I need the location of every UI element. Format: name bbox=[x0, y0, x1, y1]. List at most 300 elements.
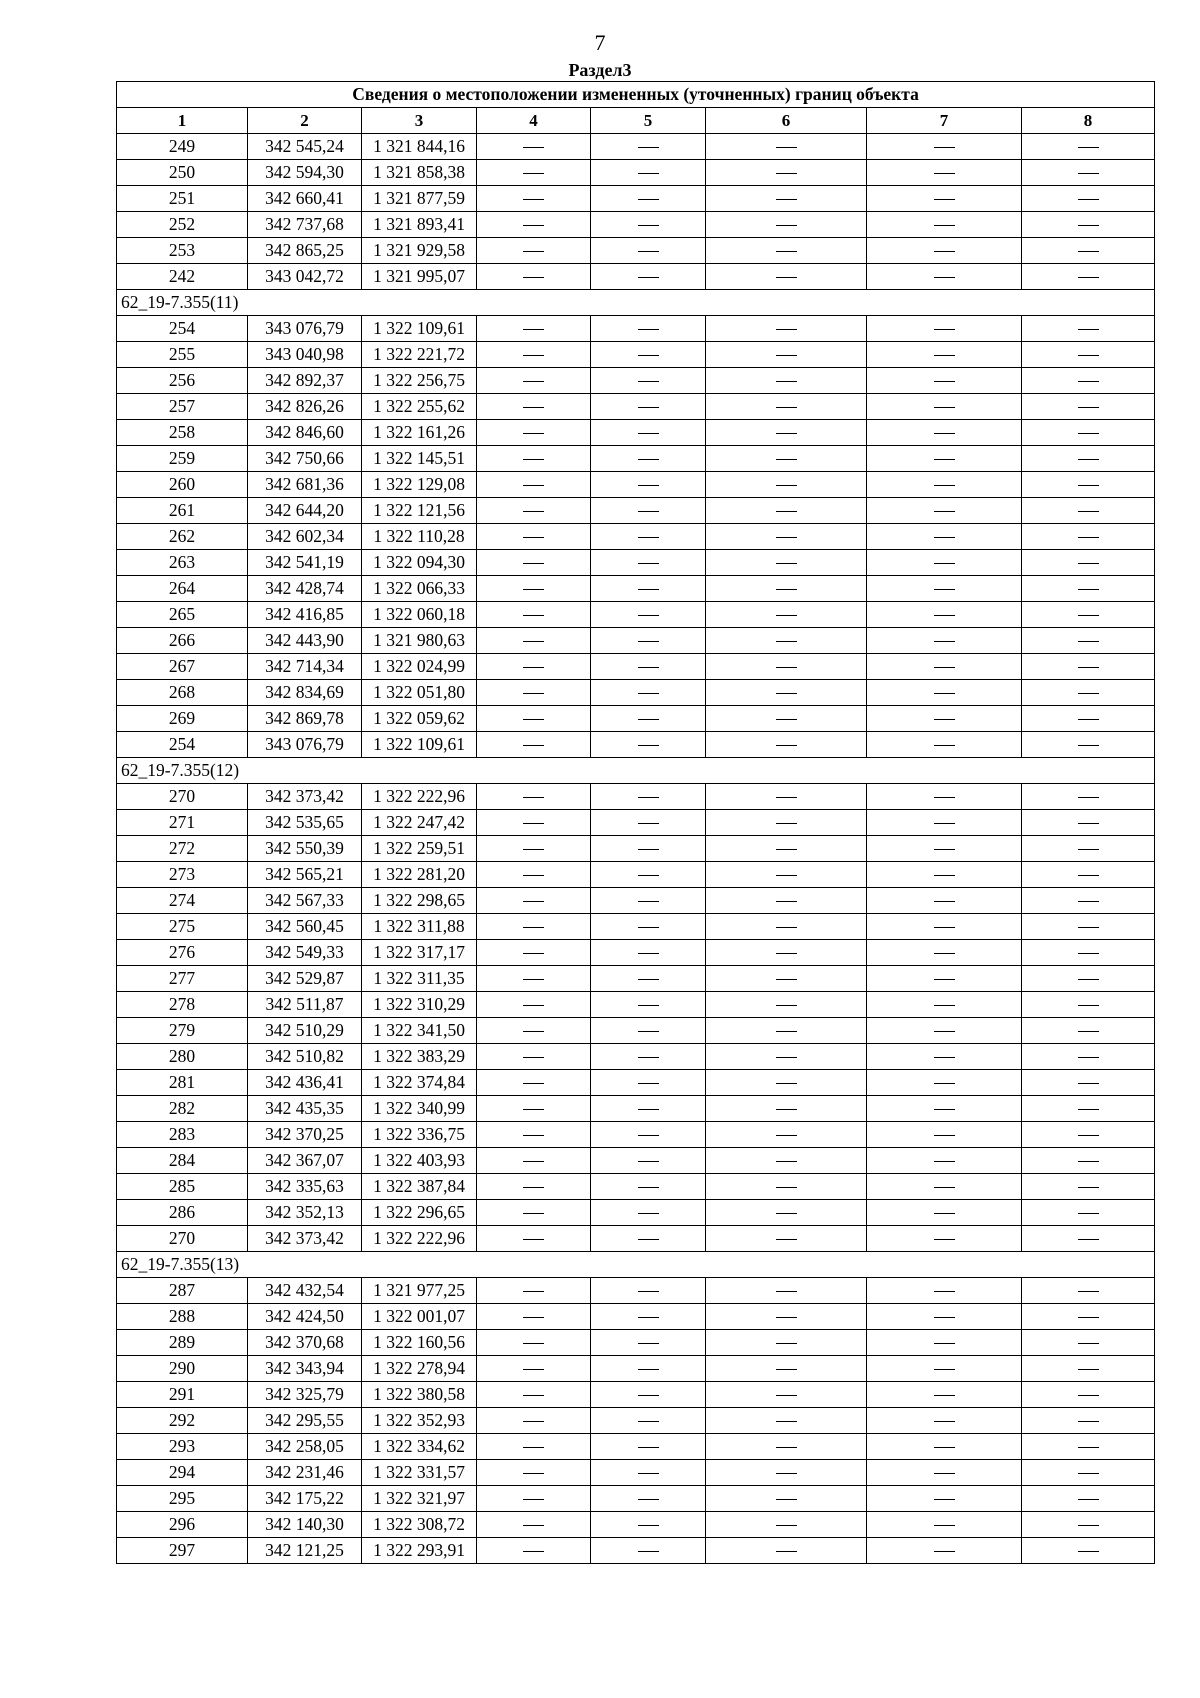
table-row bbox=[117, 1174, 1155, 1200]
column-header-row bbox=[117, 108, 1155, 134]
empty-value-cell bbox=[591, 628, 706, 654]
empty-value-cell bbox=[867, 654, 1022, 680]
y-coordinate-cell: 1 322 059,62 bbox=[362, 706, 477, 732]
empty-value-cell bbox=[867, 1408, 1022, 1434]
dash-icon bbox=[1078, 901, 1099, 902]
dash-icon bbox=[776, 875, 797, 876]
dash-icon bbox=[1078, 329, 1099, 330]
dash-icon bbox=[638, 1343, 659, 1344]
x-coordinate-cell: 342 549,33 bbox=[248, 940, 362, 966]
dash-icon bbox=[776, 277, 797, 278]
empty-value-cell bbox=[477, 940, 591, 966]
empty-value-cell bbox=[477, 212, 591, 238]
x-coordinate-cell: 342 865,25 bbox=[248, 238, 362, 264]
dash-icon bbox=[934, 147, 955, 148]
dash-icon bbox=[1078, 953, 1099, 954]
dash-icon bbox=[934, 1291, 955, 1292]
group-label: 62_19-7.355(11) bbox=[117, 290, 1155, 316]
empty-value-cell bbox=[706, 602, 867, 628]
x-coordinate-cell: 342 511,87 bbox=[248, 992, 362, 1018]
empty-value-cell bbox=[591, 1434, 706, 1460]
empty-value-cell bbox=[591, 550, 706, 576]
dash-icon bbox=[523, 1005, 544, 1006]
empty-value-cell bbox=[1022, 446, 1155, 472]
dash-icon bbox=[776, 381, 797, 382]
dash-icon bbox=[523, 459, 544, 460]
dash-icon bbox=[638, 719, 659, 720]
dash-icon bbox=[776, 1187, 797, 1188]
empty-value-cell bbox=[706, 576, 867, 602]
dash-icon bbox=[776, 1499, 797, 1500]
empty-value-cell bbox=[477, 1460, 591, 1486]
empty-value-cell bbox=[1022, 1122, 1155, 1148]
dash-icon bbox=[776, 563, 797, 564]
y-coordinate-cell: 1 322 121,56 bbox=[362, 498, 477, 524]
empty-value-cell bbox=[706, 316, 867, 342]
dash-icon bbox=[776, 849, 797, 850]
y-coordinate-cell: 1 322 336,75 bbox=[362, 1122, 477, 1148]
dash-icon bbox=[638, 641, 659, 642]
point-number-cell: 279 bbox=[117, 1018, 248, 1044]
y-coordinate-cell: 1 322 259,51 bbox=[362, 836, 477, 862]
empty-value-cell bbox=[867, 472, 1022, 498]
column-header: 4 bbox=[477, 108, 591, 134]
dash-icon bbox=[1078, 615, 1099, 616]
x-coordinate-cell: 342 367,07 bbox=[248, 1148, 362, 1174]
empty-value-cell bbox=[1022, 212, 1155, 238]
table-row bbox=[117, 1070, 1155, 1096]
dash-icon bbox=[776, 1213, 797, 1214]
dash-icon bbox=[523, 1291, 544, 1292]
x-coordinate-cell: 342 435,35 bbox=[248, 1096, 362, 1122]
dash-icon bbox=[1078, 823, 1099, 824]
dash-icon bbox=[776, 719, 797, 720]
dash-icon bbox=[776, 459, 797, 460]
empty-value-cell bbox=[1022, 550, 1155, 576]
dash-icon bbox=[638, 927, 659, 928]
dash-icon bbox=[523, 1395, 544, 1396]
empty-value-cell bbox=[706, 914, 867, 940]
y-coordinate-cell: 1 322 281,20 bbox=[362, 862, 477, 888]
x-coordinate-cell: 342 535,65 bbox=[248, 810, 362, 836]
y-coordinate-cell: 1 321 995,07 bbox=[362, 264, 477, 290]
dash-icon bbox=[523, 329, 544, 330]
empty-value-cell bbox=[867, 446, 1022, 472]
table-row bbox=[117, 264, 1155, 290]
point-number-cell: 286 bbox=[117, 1200, 248, 1226]
empty-value-cell bbox=[706, 1200, 867, 1226]
empty-value-cell bbox=[867, 1538, 1022, 1564]
empty-value-cell bbox=[591, 654, 706, 680]
x-coordinate-cell: 342 602,34 bbox=[248, 524, 362, 550]
dash-icon bbox=[638, 1213, 659, 1214]
empty-value-cell bbox=[867, 914, 1022, 940]
dash-icon bbox=[934, 1109, 955, 1110]
dash-icon bbox=[523, 1031, 544, 1032]
dash-icon bbox=[1078, 537, 1099, 538]
dash-icon bbox=[934, 459, 955, 460]
x-coordinate-cell: 342 121,25 bbox=[248, 1538, 362, 1564]
empty-value-cell bbox=[706, 680, 867, 706]
empty-value-cell bbox=[706, 1096, 867, 1122]
table-row bbox=[117, 1304, 1155, 1330]
y-coordinate-cell: 1 322 221,72 bbox=[362, 342, 477, 368]
dash-icon bbox=[523, 1369, 544, 1370]
x-coordinate-cell: 342 826,26 bbox=[248, 394, 362, 420]
dash-icon bbox=[1078, 225, 1099, 226]
empty-value-cell bbox=[867, 1200, 1022, 1226]
dash-icon bbox=[776, 901, 797, 902]
empty-value-cell bbox=[477, 1070, 591, 1096]
empty-value-cell bbox=[591, 342, 706, 368]
x-coordinate-cell: 342 370,68 bbox=[248, 1330, 362, 1356]
y-coordinate-cell: 1 322 311,35 bbox=[362, 966, 477, 992]
x-coordinate-cell: 342 594,30 bbox=[248, 160, 362, 186]
empty-value-cell bbox=[706, 1070, 867, 1096]
dash-icon bbox=[638, 615, 659, 616]
dash-icon bbox=[934, 355, 955, 356]
table-row bbox=[117, 576, 1155, 602]
dash-icon bbox=[523, 511, 544, 512]
empty-value-cell bbox=[477, 654, 591, 680]
dash-icon bbox=[1078, 849, 1099, 850]
empty-value-cell bbox=[591, 1148, 706, 1174]
empty-value-cell bbox=[477, 1538, 591, 1564]
dash-icon bbox=[523, 953, 544, 954]
table-row bbox=[117, 1278, 1155, 1304]
y-coordinate-cell: 1 322 311,88 bbox=[362, 914, 477, 940]
empty-value-cell bbox=[477, 498, 591, 524]
empty-value-cell bbox=[867, 1226, 1022, 1252]
dash-icon bbox=[776, 589, 797, 590]
table-row bbox=[117, 342, 1155, 368]
dash-icon bbox=[638, 953, 659, 954]
dash-icon bbox=[523, 147, 544, 148]
empty-value-cell bbox=[591, 810, 706, 836]
dash-icon bbox=[523, 1239, 544, 1240]
empty-value-cell bbox=[706, 264, 867, 290]
empty-value-cell bbox=[477, 550, 591, 576]
empty-value-cell bbox=[1022, 1304, 1155, 1330]
group-row bbox=[117, 1252, 1155, 1278]
y-coordinate-cell: 1 322 352,93 bbox=[362, 1408, 477, 1434]
empty-value-cell bbox=[591, 1512, 706, 1538]
y-coordinate-cell: 1 322 380,58 bbox=[362, 1382, 477, 1408]
dash-icon bbox=[523, 875, 544, 876]
dash-icon bbox=[776, 979, 797, 980]
empty-value-cell bbox=[706, 420, 867, 446]
empty-value-cell bbox=[477, 576, 591, 602]
dash-icon bbox=[934, 1525, 955, 1526]
empty-value-cell bbox=[867, 1070, 1022, 1096]
dash-icon bbox=[1078, 1369, 1099, 1370]
x-coordinate-cell: 343 042,72 bbox=[248, 264, 362, 290]
empty-value-cell bbox=[591, 368, 706, 394]
empty-value-cell bbox=[706, 1382, 867, 1408]
x-coordinate-cell: 342 428,74 bbox=[248, 576, 362, 602]
dash-icon bbox=[1078, 485, 1099, 486]
y-coordinate-cell: 1 322 110,28 bbox=[362, 524, 477, 550]
empty-value-cell bbox=[1022, 784, 1155, 810]
table-row bbox=[117, 602, 1155, 628]
x-coordinate-cell: 342 846,60 bbox=[248, 420, 362, 446]
dash-icon bbox=[638, 485, 659, 486]
dash-icon bbox=[638, 1031, 659, 1032]
dash-icon bbox=[638, 849, 659, 850]
empty-value-cell bbox=[477, 446, 591, 472]
dash-icon bbox=[1078, 563, 1099, 564]
table-row bbox=[117, 1044, 1155, 1070]
x-coordinate-cell: 342 560,45 bbox=[248, 914, 362, 940]
point-number-cell: 242 bbox=[117, 264, 248, 290]
dash-icon bbox=[523, 355, 544, 356]
dash-icon bbox=[638, 1291, 659, 1292]
dash-icon bbox=[776, 1109, 797, 1110]
dash-icon bbox=[776, 927, 797, 928]
empty-value-cell bbox=[591, 576, 706, 602]
empty-value-cell bbox=[867, 394, 1022, 420]
dash-icon bbox=[1078, 459, 1099, 460]
point-number-cell: 277 bbox=[117, 966, 248, 992]
dash-icon bbox=[776, 1525, 797, 1526]
dash-icon bbox=[934, 1005, 955, 1006]
dash-icon bbox=[638, 1161, 659, 1162]
empty-value-cell bbox=[706, 862, 867, 888]
empty-value-cell bbox=[867, 368, 1022, 394]
empty-value-cell bbox=[591, 1408, 706, 1434]
dash-icon bbox=[776, 823, 797, 824]
empty-value-cell bbox=[706, 394, 867, 420]
empty-value-cell bbox=[706, 524, 867, 550]
empty-value-cell bbox=[867, 186, 1022, 212]
point-number-cell: 275 bbox=[117, 914, 248, 940]
empty-value-cell bbox=[477, 966, 591, 992]
empty-value-cell bbox=[706, 1226, 867, 1252]
dash-icon bbox=[638, 1473, 659, 1474]
point-number-cell: 261 bbox=[117, 498, 248, 524]
empty-value-cell bbox=[706, 1408, 867, 1434]
empty-value-cell bbox=[706, 160, 867, 186]
point-number-cell: 270 bbox=[117, 1226, 248, 1252]
empty-value-cell bbox=[1022, 1148, 1155, 1174]
dash-icon bbox=[1078, 1109, 1099, 1110]
point-number-cell: 297 bbox=[117, 1538, 248, 1564]
empty-value-cell bbox=[1022, 1408, 1155, 1434]
dash-icon bbox=[638, 745, 659, 746]
dash-icon bbox=[776, 173, 797, 174]
empty-value-cell bbox=[477, 836, 591, 862]
table-row bbox=[117, 1382, 1155, 1408]
table-row bbox=[117, 498, 1155, 524]
point-number-cell: 287 bbox=[117, 1278, 248, 1304]
y-coordinate-cell: 1 322 060,18 bbox=[362, 602, 477, 628]
point-number-cell: 259 bbox=[117, 446, 248, 472]
table-row bbox=[117, 1148, 1155, 1174]
dash-icon bbox=[638, 693, 659, 694]
table-row bbox=[117, 784, 1155, 810]
table-row bbox=[117, 862, 1155, 888]
dash-icon bbox=[934, 1135, 955, 1136]
dash-icon bbox=[776, 225, 797, 226]
x-coordinate-cell: 342 258,05 bbox=[248, 1434, 362, 1460]
x-coordinate-cell: 342 529,87 bbox=[248, 966, 362, 992]
empty-value-cell bbox=[591, 1018, 706, 1044]
empty-value-cell bbox=[477, 810, 591, 836]
empty-value-cell bbox=[706, 836, 867, 862]
empty-value-cell bbox=[477, 1096, 591, 1122]
empty-value-cell bbox=[477, 160, 591, 186]
empty-value-cell bbox=[591, 1122, 706, 1148]
dash-icon bbox=[776, 1317, 797, 1318]
dash-icon bbox=[638, 381, 659, 382]
table-row bbox=[117, 1356, 1155, 1382]
empty-value-cell bbox=[591, 1304, 706, 1330]
dash-icon bbox=[523, 1187, 544, 1188]
dash-icon bbox=[934, 537, 955, 538]
y-coordinate-cell: 1 321 977,25 bbox=[362, 1278, 477, 1304]
dash-icon bbox=[1078, 407, 1099, 408]
x-coordinate-cell: 343 040,98 bbox=[248, 342, 362, 368]
dash-icon bbox=[638, 1239, 659, 1240]
table-row bbox=[117, 992, 1155, 1018]
empty-value-cell bbox=[591, 992, 706, 1018]
table-row bbox=[117, 1018, 1155, 1044]
empty-value-cell bbox=[706, 966, 867, 992]
x-coordinate-cell: 342 510,29 bbox=[248, 1018, 362, 1044]
empty-value-cell bbox=[477, 602, 591, 628]
dash-icon bbox=[638, 589, 659, 590]
dash-icon bbox=[776, 433, 797, 434]
dash-icon bbox=[934, 329, 955, 330]
point-number-cell: 251 bbox=[117, 186, 248, 212]
dash-icon bbox=[776, 797, 797, 798]
dash-icon bbox=[523, 1551, 544, 1552]
dash-icon bbox=[934, 1551, 955, 1552]
empty-value-cell bbox=[477, 784, 591, 810]
empty-value-cell bbox=[477, 238, 591, 264]
empty-value-cell bbox=[1022, 134, 1155, 160]
empty-value-cell bbox=[867, 342, 1022, 368]
empty-value-cell bbox=[867, 1304, 1022, 1330]
empty-value-cell bbox=[591, 524, 706, 550]
table-row bbox=[117, 394, 1155, 420]
empty-value-cell bbox=[706, 368, 867, 394]
dash-icon bbox=[934, 277, 955, 278]
empty-value-cell bbox=[867, 316, 1022, 342]
dash-icon bbox=[1078, 1499, 1099, 1500]
dash-icon bbox=[934, 875, 955, 876]
dash-icon bbox=[934, 927, 955, 928]
dash-icon bbox=[934, 1239, 955, 1240]
empty-value-cell bbox=[1022, 862, 1155, 888]
x-coordinate-cell: 342 295,55 bbox=[248, 1408, 362, 1434]
point-number-cell: 258 bbox=[117, 420, 248, 446]
table-row bbox=[117, 1512, 1155, 1538]
table-row bbox=[117, 446, 1155, 472]
table-row bbox=[117, 810, 1155, 836]
dash-icon bbox=[523, 173, 544, 174]
dash-icon bbox=[934, 667, 955, 668]
dash-icon bbox=[776, 1473, 797, 1474]
table-row bbox=[117, 1460, 1155, 1486]
group-label: 62_19-7.355(12) bbox=[117, 758, 1155, 784]
dash-icon bbox=[638, 147, 659, 148]
empty-value-cell bbox=[867, 160, 1022, 186]
point-number-cell: 255 bbox=[117, 342, 248, 368]
empty-value-cell bbox=[1022, 940, 1155, 966]
dash-icon bbox=[1078, 797, 1099, 798]
empty-value-cell bbox=[591, 706, 706, 732]
dash-icon bbox=[776, 1239, 797, 1240]
y-coordinate-cell: 1 322 308,72 bbox=[362, 1512, 477, 1538]
point-number-cell: 254 bbox=[117, 316, 248, 342]
dash-icon bbox=[523, 1525, 544, 1526]
dash-icon bbox=[934, 485, 955, 486]
point-number-cell: 264 bbox=[117, 576, 248, 602]
caption-row bbox=[117, 82, 1155, 108]
empty-value-cell bbox=[591, 1356, 706, 1382]
x-coordinate-cell: 342 750,66 bbox=[248, 446, 362, 472]
dash-icon bbox=[934, 849, 955, 850]
dash-icon bbox=[776, 511, 797, 512]
dash-icon bbox=[1078, 719, 1099, 720]
empty-value-cell bbox=[706, 1174, 867, 1200]
empty-value-cell bbox=[1022, 1018, 1155, 1044]
dash-icon bbox=[1078, 1447, 1099, 1448]
column-header: 6 bbox=[706, 108, 867, 134]
empty-value-cell bbox=[867, 1044, 1022, 1070]
empty-value-cell bbox=[1022, 992, 1155, 1018]
empty-value-cell bbox=[1022, 680, 1155, 706]
empty-value-cell bbox=[1022, 472, 1155, 498]
empty-value-cell bbox=[867, 940, 1022, 966]
column-header: 7 bbox=[867, 108, 1022, 134]
empty-value-cell bbox=[591, 836, 706, 862]
table-row bbox=[117, 1122, 1155, 1148]
dash-icon bbox=[638, 355, 659, 356]
empty-value-cell bbox=[706, 1122, 867, 1148]
table-body bbox=[117, 134, 1155, 1564]
x-coordinate-cell: 342 416,85 bbox=[248, 602, 362, 628]
empty-value-cell bbox=[706, 1434, 867, 1460]
dash-icon bbox=[523, 979, 544, 980]
x-coordinate-cell: 342 644,20 bbox=[248, 498, 362, 524]
x-coordinate-cell: 342 567,33 bbox=[248, 888, 362, 914]
dash-icon bbox=[776, 745, 797, 746]
point-number-cell: 293 bbox=[117, 1434, 248, 1460]
dash-icon bbox=[1078, 1213, 1099, 1214]
empty-value-cell bbox=[706, 498, 867, 524]
point-number-cell: 295 bbox=[117, 1486, 248, 1512]
dash-icon bbox=[934, 1213, 955, 1214]
empty-value-cell bbox=[477, 524, 591, 550]
point-number-cell: 288 bbox=[117, 1304, 248, 1330]
dash-icon bbox=[1078, 875, 1099, 876]
empty-value-cell bbox=[477, 1330, 591, 1356]
point-number-cell: 273 bbox=[117, 862, 248, 888]
empty-value-cell bbox=[591, 316, 706, 342]
dash-icon bbox=[934, 693, 955, 694]
dash-icon bbox=[638, 1551, 659, 1552]
point-number-cell: 252 bbox=[117, 212, 248, 238]
empty-value-cell bbox=[591, 238, 706, 264]
empty-value-cell bbox=[1022, 576, 1155, 602]
empty-value-cell bbox=[1022, 732, 1155, 758]
dash-icon bbox=[776, 1083, 797, 1084]
point-number-cell: 270 bbox=[117, 784, 248, 810]
point-number-cell: 272 bbox=[117, 836, 248, 862]
y-coordinate-cell: 1 321 980,63 bbox=[362, 628, 477, 654]
